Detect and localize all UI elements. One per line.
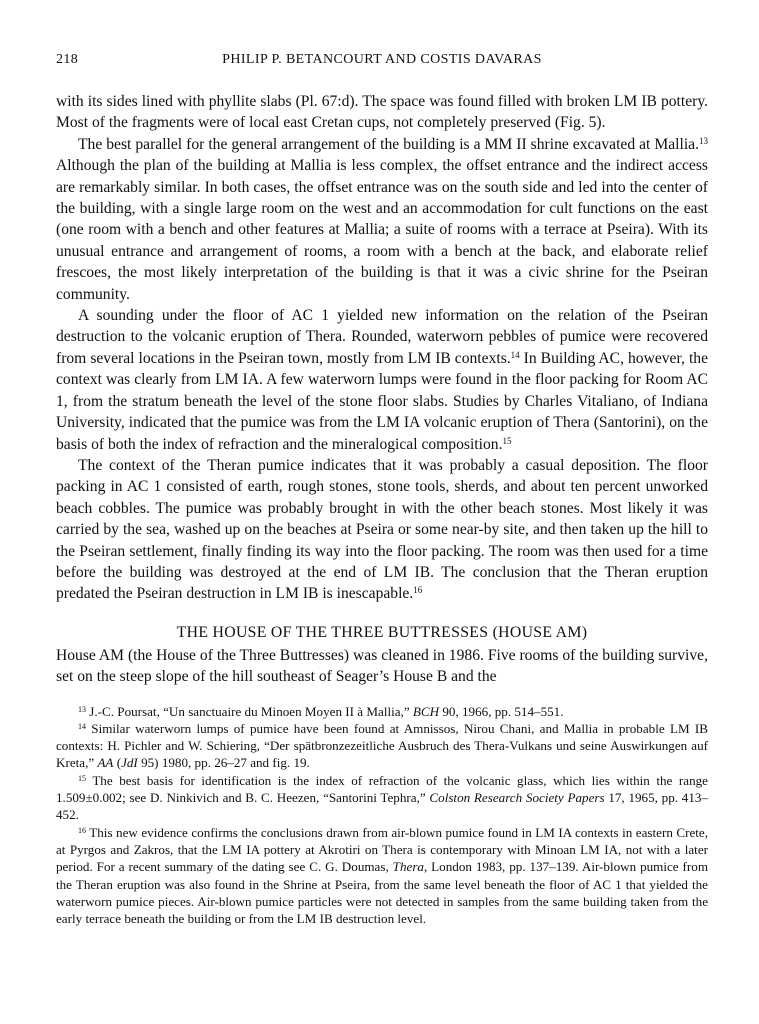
page-number: 218 [56,52,79,67]
footnote-13: $^{13}$ J.-C. Poursat, “Un sanctuaire du Minoen Moyen II à Mallia,” BCH 90, 1966, pp. 514–551. [78,703,564,719]
footnote-15: $^{15}$ The best basis for identification is the index of refraction of the volcanic glass, which lies within the range 1.509±0.002; see D. Ninkivich and B. C. Heezen, “Santorini Tephra,” Colston Research Society Papers 17, 1965, pp. 413–452. [56,772,708,823]
section-heading: THE HOUSE OF THE THREE BUTTRESSES (HOUSE AM) [176,623,588,641]
page-header [56,52,708,76]
paragraph-5: House AM (the House of the Three Buttresses) was cleaned in 1986. Five rooms of the building survive, set on the steep slope of the hill southeast of Seager’s House B and the [56,646,708,686]
paragraph-1: with its sides lined with phyllite slabs (Pl. 67:d). The space was found filled with broken LM IB pottery. Most of the fragments were of local east Cretan cups, not completely preserved (Fig. 5). [56,93,708,132]
footnote-14: $^{14}$ Similar waterworn lumps of pumice have been found at Amnissos, Nirou Chani, and Mallia in probable LM IB contexts: H. Pichler and W. Schiering, “Der spätbronzezeitliche Ausbruch des Thera-Vulkans und seine Auswirkungen auf Kreta,” AA (JdI 95) 1980, pp. 26–27 and fig. 19. [56,720,708,771]
paragraph-2: The best parallel for the general arrangement of the building is a MM II shrine excavated at Mallia.$^{13}$ Although the plan of the building at Mallia is less complex, the offset entrance and the indirect access are remarkably similar. In both cases, the offset entrance was on the south side and led into the center of the building, with a single large room on the west and an accommodation for cult functions on the east (one room with a bench and other features at Mallia; a suite of rooms with a terrace at Pseira). With its unusual entrance and arrangement of rooms, a room with a bench at the back, and elaborate relief frescoes, the most likely interpretation of the building is that it was a civic shrine for the Pseiran community. [56,135,708,303]
footnotes [56,703,708,928]
running-head: PHILIP P. BETANCOURT AND COSTIS DAVARAS [222,52,542,67]
footnote-ref-14[interactable]: 14 [510,349,520,360]
paragraph-3: A sounding under the floor of AC 1 yielded new information on the relation of the Pseiran destruction to the volcanic eruption of Thera. Rounded, waterworn pebbles of pumice were recovered from several locations in the Pseiran town, mostly from LM IB contexts.$^{14}$ In Building AC, however, the context was clearly from LM IA. A few waterworn lumps were found in the floor packing for Room AC 1, from the stratum beneath the level of the stone floor slabs. Studies by Charles Vitaliano, of Indiana University, indicated that the pumice was from the LM IA volcanic eruption of Thera (Santorini), on the basis of both the index of refraction and the mineralogical composition.$^{15}$ [56,307,709,453]
body-text [56,91,708,688]
paragraph-4: The context of the Theran pumice indicates that it was probably a casual deposition. The floor packing in AC 1 consisted of earth, rough stones, stone tools, sherds, and about ten percent unworked beach cobbles. The pumice was probably brought in with the other beach stones. Most likely it was carried by the sea, washed up on the beaches at Pseira or some near-by site, and then taken up the hill to the Pseiran settlement, finally finding its way into the floor packing. The room was then used for a time before the building was destroyed at the end of LM IB. The conclusion that the Theran eruption predated the Pseiran destruction in LM IB is inescapable.$^{16}$ [56,456,708,603]
footnote-ref-15[interactable]: 15 [502,435,512,446]
footnote-ref-13[interactable]: 13 [699,135,708,146]
footnote-16: $^{16}$ This new evidence confirms the conclusions drawn from air-blown pumice found in LM IA contexts in eastern Crete, at Pyrgos and Zakros, that the LM IA pottery at Akrotiri on Thera is contemporary with Minoan LM IA, not with a later period. For a recent summary of the dating see C. G. Doumas, Thera, London 1983, pp. 137–139. Air-blown pumice from the Theran eruption was also found in the Shrine at Pseira, from the same level beneath the floor of AC 1 that yielded the waterworn pumice pieces. Air-blown pumice particles were not detected in samples from the same building taken from the early terrace beneath the building or from the LM IB destruction level. [56,824,709,927]
footnote-ref-16[interactable]: 16 [413,585,423,596]
